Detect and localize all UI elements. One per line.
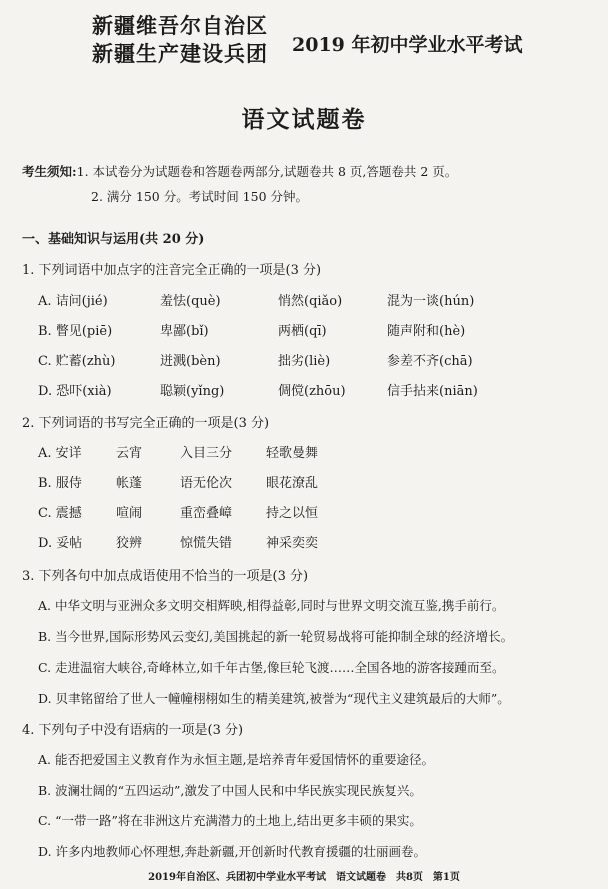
header-exam-name: 2019 年初中学业水平考试 bbox=[292, 34, 523, 56]
q1-option-item: C. 贮蓄(zhù) bbox=[38, 354, 116, 369]
q2-option-item: 重峦叠嶂 bbox=[180, 506, 233, 521]
question-1-stem: 1. 下列词语中加点字的注音完全正确的一项是(3 分) bbox=[22, 263, 322, 278]
q1-option-item: 悄然(qiǎo) bbox=[278, 294, 343, 309]
q2-option-item: 帐蓬 bbox=[116, 476, 143, 491]
q1-option-item: 聪颖(yǐng) bbox=[160, 384, 225, 399]
q3-option-a: A. 中华文明与亚洲众多文明交相辉映,相得益彰,同时与世界文明交流互鉴,携手前行。 bbox=[38, 598, 505, 613]
q1-option-item: 随声附和(hè) bbox=[387, 324, 466, 339]
q1-option-item: 两栖(qī) bbox=[278, 324, 327, 339]
q2-option-item: 眼花潦乱 bbox=[266, 476, 319, 491]
q3-option-d: D. 贝聿铭留给了世人一幢幢栩栩如生的精美建筑,被誉为“现代主义建筑最后的大师”。 bbox=[38, 691, 510, 706]
q2-option-item: 喧闹 bbox=[116, 506, 143, 521]
page-footer: 2019年自治区、兵团初中学业水平考试 语文试题卷 共8页 第1页 bbox=[148, 872, 460, 883]
q2-option-item: 入目三分 bbox=[180, 446, 233, 461]
q2-option-item: D. 妥帖 bbox=[38, 536, 83, 551]
q4-option-d: D. 许多内地教师心怀理想,奔赴新疆,开创新时代教育援疆的壮丽画卷。 bbox=[38, 844, 426, 859]
q2-option-item: A. 安详 bbox=[38, 446, 82, 461]
notice-line1 bbox=[22, 162, 457, 180]
q2-row-d bbox=[38, 532, 376, 551]
q2-option-item: B. 服侍 bbox=[38, 476, 82, 491]
q1-option-item: 迸溅(bèn) bbox=[160, 354, 221, 369]
q1-option-item: 参差不齐(chā) bbox=[387, 354, 473, 369]
q4-option-b: B. 波澜壮阔的“五四运动”,激发了中国人民和中华民族实现民族复兴。 bbox=[38, 783, 422, 798]
q2-option-item: 惊慌失错 bbox=[180, 536, 233, 551]
q1-option-item: 倜傥(zhōu) bbox=[278, 384, 346, 399]
q1-option-item: 羞怯(què) bbox=[160, 294, 221, 309]
notice-text-1: 1. 本试卷分为试题卷和答题卷两部分,试题卷共 8 页,答题卷共 2 页。 bbox=[76, 164, 458, 179]
q2-row-b bbox=[38, 472, 376, 491]
question-3-stem: 3. 下列各句中加点成语使用不恰当的一项是(3 分) bbox=[22, 569, 309, 584]
question-4-stem: 4. 下列句子中没有语病的一项是(3 分) bbox=[22, 723, 244, 738]
q1-option-item: D. 恐吓(xià) bbox=[38, 384, 112, 399]
q1-option-item: 卑鄙(bǐ) bbox=[160, 324, 209, 339]
q3-option-c: C. 走进温宿大峡谷,奇峰林立,如千年古堡,像巨轮飞渡……全国各地的游客接踵而至。 bbox=[38, 660, 505, 675]
q1-row-a bbox=[38, 290, 517, 309]
q1-option-item: 拙劣(liè) bbox=[278, 354, 331, 369]
page-title: 语文试题卷 bbox=[241, 106, 367, 133]
q2-row-a bbox=[38, 442, 376, 461]
q2-option-item: 轻歌曼舞 bbox=[266, 446, 319, 461]
q2-option-item: 神采奕奕 bbox=[266, 536, 319, 551]
notice-line2: 2. 满分 150 分。考试时间 150 分钟。 bbox=[91, 189, 309, 204]
q1-option-item: B. 瞥见(piē) bbox=[38, 324, 113, 339]
q1-row-b bbox=[38, 320, 517, 339]
q2-option-item: 狡辨 bbox=[116, 536, 143, 551]
header-region-line1: 新疆维吾尔自治区 bbox=[92, 13, 268, 38]
q1-option-item: A. 诘问(jié) bbox=[38, 294, 108, 309]
q1-option-item: 信手拈来(niān) bbox=[387, 384, 478, 399]
section-heading: 一、基础知识与运用(共 20 分) bbox=[22, 232, 205, 247]
q2-option-item: C. 震撼 bbox=[38, 506, 82, 521]
q2-option-item: 持之以恒 bbox=[266, 506, 319, 521]
q2-row-c bbox=[38, 502, 376, 521]
q1-row-c bbox=[38, 350, 517, 369]
q3-option-b: B. 当今世界,国际形势风云变幻,美国挑起的新一轮贸易战将可能抑制全球的经济增长。 bbox=[38, 629, 514, 644]
q1-option-item: 混为一谈(hún) bbox=[387, 294, 475, 309]
q2-option-item: 语无伦次 bbox=[180, 476, 233, 491]
q2-option-item: 云宵 bbox=[116, 446, 143, 461]
q4-option-c: C. “一带一路”将在非洲这片充满潜力的土地上,结出更多丰硕的果实。 bbox=[38, 813, 422, 828]
header-region-line2: 新疆生产建设兵团 bbox=[92, 41, 268, 66]
q1-row-d bbox=[38, 380, 517, 399]
notice-label: 考生须知: bbox=[22, 164, 77, 179]
q4-option-a: A. 能否把爱国主义教育作为永恒主题,是培养青年爱国情怀的重要途径。 bbox=[38, 752, 434, 767]
question-2-stem: 2. 下列词语的书写完全正确的一项是(3 分) bbox=[22, 416, 270, 431]
